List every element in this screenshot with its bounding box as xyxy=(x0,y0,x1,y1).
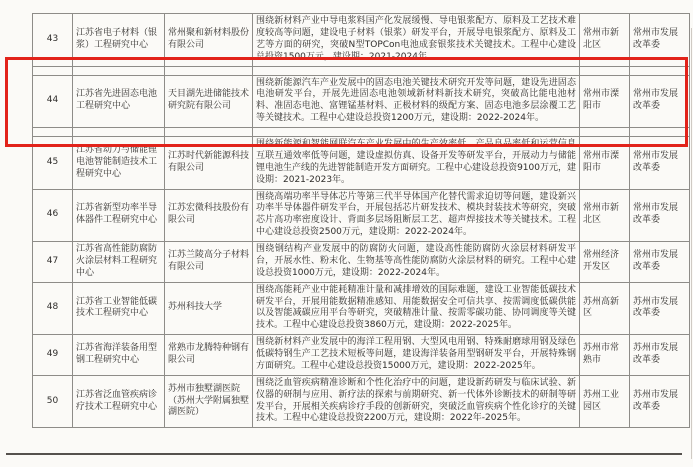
company-name-cell: 天目湖先进储能技术研究院有限公司 xyxy=(165,75,253,128)
table-row xyxy=(33,75,690,128)
authority-cell: 苏州市发展改革委 xyxy=(630,282,690,335)
authority-cell: 常州市发展改革委 xyxy=(630,189,690,242)
description-cell: 围绕高能耗产业中能耗精准计量和减排增效的国际难题，建设工业智能低碳技术研发平台，开展用能数据精准感知、用能数据安全可信共享、按需调度低碳供能以及智能减碳应用平台等研究，突破精准计量、按需零碳功能、协同调度等关键技术。工程中心建设总投资3860万元，建设期：2022-2025年。 xyxy=(253,282,580,335)
center-name-cell: 江苏省工业智能低碳技术工程研究中心 xyxy=(73,282,165,335)
spacer-row xyxy=(33,66,690,75)
company-name-cell: 江苏宏微科技股份有限公司 xyxy=(165,189,253,242)
authority-cell: 苏州市发展改革委 xyxy=(630,375,690,428)
center-name-cell: 江苏省泛血管疾病诊疗技术工程研究中心 xyxy=(73,375,165,428)
row-number-cell: 45 xyxy=(33,137,73,190)
authority-cell: 苏州市发展改革委 xyxy=(630,335,690,376)
district-cell: 常州经济开发区 xyxy=(580,242,630,283)
spacer-row xyxy=(33,128,690,137)
district-cell: 常州市新北区 xyxy=(580,14,630,67)
approval-table-body xyxy=(33,14,690,428)
authority-cell: 常州市发展改革委 xyxy=(630,14,690,67)
description-cell: 围绕钢结构产业发展中的防腐防火问题，建设高性能防腐防火涂层材料研发平台，开展水性、粉末化、生物基等高性能防腐防火涂层材料的研究。工程中心建设总投资1000万元，建设期：2022-2024年。 xyxy=(253,242,580,283)
center-name-cell: 江苏省先进固态电池工程研究中心 xyxy=(73,75,165,128)
approval-table xyxy=(32,13,690,428)
company-name-cell: 常熟市龙腾特种钢有限公司 xyxy=(165,335,253,376)
district-cell: 苏州市常熟市 xyxy=(580,335,630,376)
table-row xyxy=(33,375,690,428)
table-row xyxy=(33,14,690,67)
company-name-cell: 苏州市独墅湖医院（苏州大学附属独墅湖医院） xyxy=(165,375,253,428)
company-name-cell: 江苏时代新能源科技有限公司 xyxy=(165,137,253,190)
company-name-cell: 常州聚和新材料股份有限公司 xyxy=(165,14,253,67)
district-cell: 常州市溧阳市 xyxy=(580,75,630,128)
authority-cell: 常州市发展改革委 xyxy=(630,242,690,283)
row-number-cell: 43 xyxy=(33,14,73,67)
center-name-cell: 江苏省动力与储能锂电池智能制造技术工程研究中心 xyxy=(73,137,165,190)
description-cell: 围绕泛血管疾病精准诊断和个性化治疗中的问题，建设新药研发与临床试验、新仪器的研制与应用、新疗法的探索与前期研究、新一代体外诊断技术的研制等研发平台，开展相关疾病诊疗手段的创新研究，突破泛血管疾病个性化诊疗的关键技术。工程中心建设总投资2200万元，建设期：2022年-2025年。 xyxy=(253,375,580,428)
description-cell: 围绕高端功率半导体芯片等第三代半导体国产化替代需求迫切等问题，建设新兴功率半导体器件研发平台，开展包括芯片研发技术、模块封装技术等研究，突破芯片高功率密度设计、背面多层场阻断层工艺、超声焊接技术等关键技术。工程中心建设总投资2500万元，建设期：2022-2024年。 xyxy=(253,189,580,242)
description-cell: 围绕新材料产业中导电浆料国产化发展缓慢、导电银浆配方、原料及工艺技术难度较高等问题，建设电子材料（银浆）研发平台，开展导电银浆配方、原料及工艺等方面的研究，突破N型TOPCon电池成套银浆技术关键技术。工程中心建设总投资1500万元，建设期：2021-2024年。 xyxy=(253,14,580,67)
center-name-cell: 江苏省新型功率半导体器件工程研究中心 xyxy=(73,189,165,242)
authority-cell: 常州市发展改革委 xyxy=(630,137,690,190)
row-number-cell: 50 xyxy=(33,375,73,428)
row-number-cell: 44 xyxy=(33,75,73,128)
description-cell: 围绕新材料产业发展中的海洋工程用钢、大型风电用钢、特殊耐磨球用钢及绿色低碳特钢生产工艺技术短板等问题，建设海洋装备用型钢研发平台，开展特殊钢方面研究。工程中心建设总投资15000万元，建设期：2022-2025年。 xyxy=(253,335,580,376)
page-edge-line xyxy=(691,28,692,459)
table-row xyxy=(33,242,690,283)
district-cell: 常州市新北区 xyxy=(580,189,630,242)
company-name-cell: 江苏兰陵高分子材料有限公司 xyxy=(165,242,253,283)
table-row xyxy=(33,189,690,242)
row-number-cell: 48 xyxy=(33,282,73,335)
center-name-cell: 江苏省海洋装备用型钢工程研究中心 xyxy=(73,335,165,376)
row-number-cell: 46 xyxy=(33,189,73,242)
row-number-cell: 49 xyxy=(33,335,73,376)
description-cell: 围绕新能源和智能网联汽车产业发展中的生产效率低、产品良品率低和运营信息互联互通效率低等问题，建设虚拟仿真、设备开发等研发平台，开展动力与储能锂电池生产线的先进智能制造开发方面研究。工程中心建设总投资9100万元，建设期：2021-2023年。 xyxy=(253,137,580,190)
table-row xyxy=(33,137,690,190)
table-row xyxy=(33,282,690,335)
district-cell: 苏州高新区 xyxy=(580,282,630,335)
district-cell: 苏州工业园区 xyxy=(580,375,630,428)
row-number-cell: 47 xyxy=(33,242,73,283)
table-row xyxy=(33,335,690,376)
district-cell: 常州市溧阳市 xyxy=(580,137,630,190)
description-cell: 围绕新能源汽车产业发展中的固态电池关键技术研究开发等问题，建设先进固态电池研发平台，开展先进固态电池领域新材料新技术研究，突破高比能电池材料、准固态电池、富锂锰基材料、正极材料的级配方案、固态电池多层涂覆工艺等关键技术。工程中心建设总投资1200万元，建设期：2022-2024年。 xyxy=(253,75,580,128)
company-name-cell: 苏州科技大学 xyxy=(165,282,253,335)
page-bottom-rule xyxy=(6,453,682,455)
authority-cell: 常州市发展改革委 xyxy=(630,75,690,128)
center-name-cell: 江苏省高性能防腐防火涂层材料工程研究中心 xyxy=(73,242,165,283)
center-name-cell: 江苏省电子材料（银浆）工程研究中心 xyxy=(73,14,165,67)
